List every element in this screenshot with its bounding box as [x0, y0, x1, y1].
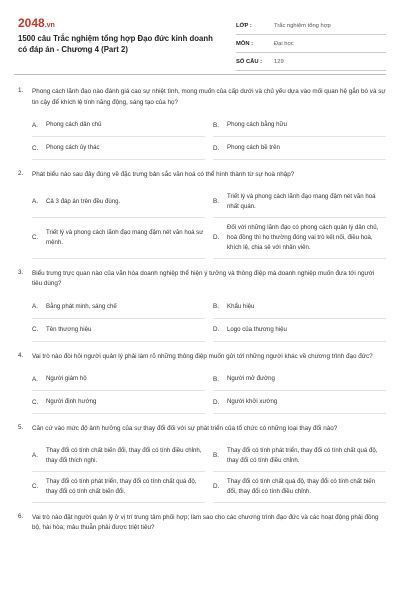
question-item — [14, 87, 386, 160]
option-letter: D. — [213, 144, 220, 152]
question-text: Vai trò nào đòi hỏi người quản lý phải làm rõ những thông điệp muốn gửi tới những người khác về chương trình đạo đức? — [32, 352, 373, 360]
option-letter: B. — [213, 303, 219, 310]
option-letter: C. — [32, 144, 39, 152]
option-letter: D. — [213, 326, 220, 333]
answer-option[interactable] — [32, 319, 205, 342]
answer-options — [32, 296, 386, 342]
info-value: 129 — [274, 58, 284, 65]
option-text: Thay đổi có tính phát triển, thay đổi có tính chất quá độ, thay đổi có tính chất biến đổi. — [46, 477, 197, 495]
info-label: MÔN : — [236, 40, 254, 47]
info-row-subject — [236, 35, 386, 53]
option-letter: C. — [32, 234, 39, 241]
answer-option[interactable] — [213, 218, 386, 259]
question-number: 3. — [18, 268, 24, 276]
info-table — [236, 17, 386, 71]
info-row-count — [236, 53, 386, 71]
question-item — [14, 424, 386, 503]
answer-option[interactable] — [32, 368, 205, 391]
option-text: Tên thương hiệu — [46, 325, 92, 333]
option-text: Khẩu hiệu — [227, 302, 255, 310]
option-letter: B. — [213, 452, 219, 459]
document-header — [14, 12, 386, 75]
option-text: Người mở đường — [227, 375, 275, 382]
answer-option[interactable] — [213, 391, 386, 414]
question-text: Phong cách lãnh đạo nào đánh giá cao sự nhiệt tình, mong muốn của cấp dưới và chủ yếu dựa vào mối quan hệ gắn bó và sự tin cậy để khích lệ tính năng động, sáng tạo của họ? — [32, 88, 386, 106]
option-letter: D. — [213, 483, 220, 490]
answer-option[interactable] — [32, 114, 205, 137]
question-number: 4. — [18, 351, 24, 359]
option-letter: B. — [213, 198, 219, 205]
answer-option[interactable] — [213, 319, 386, 342]
option-letter: A. — [32, 303, 38, 310]
option-text: Phong cách bằng hữu — [227, 121, 287, 128]
option-text: Phong cách dân chủ — [46, 121, 102, 128]
option-text: Thay đổi có tính chất quá độ, thay đổi có tính chất biến đổi, thay đổi có tính điều chỉnh. — [227, 477, 376, 495]
info-value: Đại học — [274, 40, 294, 47]
answer-option[interactable] — [213, 187, 386, 218]
question-item — [14, 170, 386, 259]
info-value: Trắc nghiệm tổng hợp — [274, 22, 331, 29]
option-letter: B. — [213, 375, 219, 383]
answer-option[interactable] — [213, 296, 386, 319]
question-text: Phát biểu nào sau đây đúng về đặc trưng bản sắc văn hoá có thể hình thành từ sự hoà nhập? — [32, 171, 295, 178]
answer-option[interactable] — [213, 137, 386, 160]
answer-options — [32, 114, 386, 160]
answer-option[interactable] — [213, 441, 386, 472]
option-letter: C. — [32, 483, 39, 490]
question-text: Biểu trưng trực quan nào của văn hóa doanh nghiệp thể hiện ý tưởng và thông điệp mà doanh nghiệp muốn đưa tới người tiêu dùng? — [32, 269, 375, 287]
option-letter: B. — [213, 121, 219, 129]
answer-option[interactable] — [213, 368, 386, 391]
answer-option[interactable] — [32, 137, 205, 160]
question-item — [14, 352, 386, 415]
option-text: Logo của thương hiệu — [227, 325, 287, 333]
option-letter: A. — [32, 452, 38, 459]
answer-option[interactable] — [32, 218, 205, 259]
option-text: Triết lý và phong cách lãnh đạo mang đậm nét văn hoá nhất quán. — [227, 192, 376, 210]
option-text: Đối với những lãnh đạo có phong cách quản lý dân chủ, hoà đồng thì họ thường đóng vai trò kết nối, điều hoà, khích lệ, chia sẻ với nhân viên. — [227, 223, 379, 251]
answer-option[interactable] — [32, 296, 205, 319]
question-number: 5. — [18, 424, 24, 431]
question-text: Căn cứ vào mức độ ảnh hưởng của sự thay đổi đối với sự phát triển của tổ chức có những loại thay đổi nào? — [32, 425, 338, 432]
question-number: 6. — [18, 512, 24, 520]
question-item — [14, 513, 386, 534]
answer-options — [32, 441, 386, 503]
info-label: LỚP : — [236, 22, 252, 29]
answer-option[interactable] — [32, 391, 205, 414]
question-item — [14, 269, 386, 342]
option-letter: A. — [32, 121, 38, 129]
question-number: 1. — [18, 87, 24, 94]
site-logo[interactable]: 2048.vn — [18, 16, 55, 30]
answer-option[interactable] — [32, 187, 205, 218]
option-text: Thay đổi có tính phát triển, thay đổi có tính chất quá độ, thay đổi có tính điều chỉnh. — [227, 446, 378, 464]
option-letter: A. — [32, 198, 38, 205]
answer-option[interactable] — [213, 472, 386, 503]
option-text: Người khởi xướng — [227, 398, 278, 405]
option-letter: D. — [213, 234, 220, 241]
option-letter: C. — [32, 398, 39, 406]
question-number: 2. — [18, 170, 24, 177]
answer-option[interactable] — [32, 472, 205, 503]
option-text: Cả 3 đáp án trên đều đúng. — [46, 197, 121, 205]
option-text: Bằng phát minh, sáng chế — [46, 302, 117, 310]
option-text: Người định hướng — [46, 398, 97, 405]
option-text: Phong cách bề trên — [227, 144, 280, 151]
info-row-class — [236, 17, 386, 35]
option-letter: D. — [213, 398, 220, 406]
question-list — [14, 87, 386, 534]
option-letter: C. — [32, 326, 39, 333]
answer-options — [32, 368, 386, 414]
option-letter: A. — [32, 375, 38, 383]
answer-options — [32, 187, 386, 259]
option-text: Triết lý và phong cách lãnh đạo mang đậm nét văn hoá sư mệnh. — [46, 228, 204, 246]
answer-option[interactable] — [32, 441, 205, 472]
option-text: Phong cách ủy thác — [46, 144, 100, 151]
question-text: Vai trò nào đặt người quản lý ở vị trí trung tâm phối hợp; làm sao cho các chương trình đạo đức và các hoạt động phải đồng bộ, hài hòa; mâu thuẫn phải được triệt tiêu? — [32, 513, 379, 531]
document-title: 1500 câu Trắc nghiệm tổng hợp Đạo đức kinh doanh có đáp án - Chương 4 (Part 2) — [18, 34, 213, 54]
option-text: Người giám hộ — [46, 375, 87, 382]
answer-option[interactable] — [213, 114, 386, 137]
info-label: SỐ CÂU : — [236, 58, 263, 65]
option-text: Thay đổi có tính chất biến đổi, thay đổi có tính điều chỉnh, thay đổi thích nghi. — [46, 446, 202, 464]
